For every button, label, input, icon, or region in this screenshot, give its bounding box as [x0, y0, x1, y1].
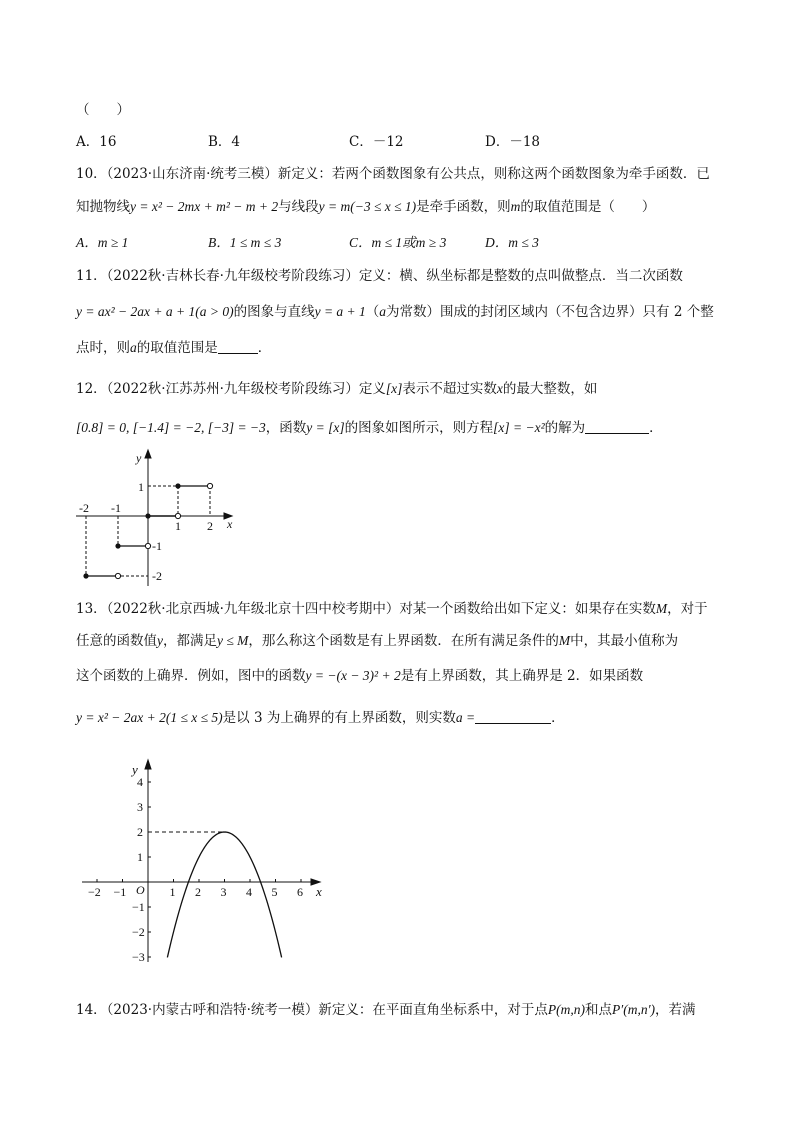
- q13-text: ，都满足: [163, 633, 217, 649]
- x-tick-label: −2: [88, 885, 101, 899]
- x-tick-label: 5: [271, 885, 278, 899]
- q13-inequality: y ≤ M: [217, 633, 249, 648]
- x-axis-label: x: [316, 884, 322, 899]
- tick-label: 1: [175, 519, 181, 533]
- y-tick-label: −1: [132, 900, 145, 914]
- q10-segment-eq: y = m(−3 ≤ x ≤ 1): [318, 199, 417, 214]
- x-axis-label: x: [227, 517, 233, 531]
- y-tick-label: 2: [137, 825, 143, 839]
- q12-floor-notation: [x]: [385, 381, 403, 396]
- q11-line-eq: y = a + 1: [314, 304, 366, 319]
- q13-text: 这个函数的上确界．例如，图中的函数: [76, 668, 306, 684]
- closed-point: [83, 573, 88, 578]
- q13-function-eq: y = x² − 2ax + 2(1 ≤ x ≤ 5): [76, 710, 223, 725]
- q10-text: 的取值范围是（ ）: [520, 199, 656, 215]
- q11-var: a: [379, 304, 387, 319]
- q14-point-p: P(m,n): [547, 1002, 585, 1017]
- tick-label: -2: [152, 569, 162, 583]
- q13-stem-line1: [76, 599, 708, 619]
- y-tick-label: 3: [137, 800, 143, 814]
- open-point: [145, 543, 150, 548]
- q11-text: 点时，则: [76, 340, 130, 356]
- open-point: [207, 483, 212, 488]
- closed-point: [175, 483, 180, 488]
- q13-stem-line4: [76, 708, 565, 728]
- y-axis-arrow: [145, 760, 151, 769]
- q13-text: 是有上界函数，其上确界是 2．如果函数: [400, 668, 644, 684]
- x-tick-label: 4: [246, 885, 252, 899]
- closed-point: [145, 513, 150, 518]
- y-tick-label: 4: [137, 775, 143, 789]
- open-point: [175, 513, 180, 518]
- q11-text: 的图象与直线: [233, 304, 315, 320]
- q9-option-b: B．4: [208, 134, 241, 150]
- q10-option-c: C．m ≤ 1或m ≥ 3: [349, 235, 447, 250]
- y-axis-label: y: [132, 762, 138, 777]
- q13-text: 中，其最小值称为: [570, 633, 679, 649]
- q12-function-eq: y = [x]: [306, 420, 345, 435]
- q12-text: 的图象如图所示，则方程: [344, 420, 494, 436]
- q12-examples: [0.8] = 0, [−1.4] = −2, [−3] = −3: [76, 420, 266, 435]
- q11-text: ．: [257, 340, 272, 356]
- q13-var: M: [558, 633, 571, 648]
- q10-option-b: B．1 ≤ m ≤ 3: [208, 235, 282, 250]
- q13-stem-line3: [76, 666, 643, 686]
- q13-example-eq: y = −(x − 3)² + 2: [305, 668, 401, 683]
- q14-stem-line1: [76, 1000, 696, 1020]
- q12-text: 12．（2022秋·江苏苏州·九年级校考阶段练习）定义: [76, 381, 386, 397]
- q10-text: 与线段: [278, 199, 319, 215]
- q11-text: （: [365, 304, 380, 320]
- q12-text: ．: [649, 420, 663, 436]
- q14-text: ，若满: [655, 1002, 696, 1018]
- x-tick-label: 2: [195, 885, 201, 899]
- q13-text: 是以 3 为上确界的有上界函数，则实数: [222, 710, 456, 726]
- q13-text: ，那么称这个函数是有上界函数．在所有满足条件的: [248, 633, 559, 649]
- q10-option-a: A．m ≥ 1: [76, 235, 129, 250]
- x-tick-label: 3: [220, 885, 227, 899]
- q10-var: m: [510, 199, 521, 214]
- q9-answer-bracket: （ ）: [76, 102, 130, 118]
- q9-option-a: A．16: [76, 134, 117, 150]
- y-tick-label: −3: [132, 950, 145, 964]
- q13-stem-line2: [76, 631, 678, 651]
- q12-equation: [x] = −x²: [493, 420, 545, 435]
- q11-stem-line1: 11．（2022秋·吉林长春·九年级校考阶段练习）定义：横、纵坐标都是整数的点叫做整点．当二次函数: [76, 268, 683, 284]
- q12-text: 的解为: [544, 420, 586, 436]
- q14-point-p-prime: P′(m,n′): [612, 1002, 656, 1017]
- q13-text: 13．（2022秋·北京西城·九年级北京十四中校考期中）对某一个函数给出如下定义：如果存在实数: [76, 601, 656, 617]
- q13-var: M: [655, 601, 668, 616]
- tick-label: -1: [152, 539, 162, 553]
- y-tick-label: −2: [132, 925, 145, 939]
- q12-text: 表示不超过实数: [402, 381, 497, 397]
- tick-label: -1: [111, 501, 121, 515]
- q13-text: ，对于: [667, 601, 708, 617]
- q11-text: 为常数）围成的封闭区域内（不包含边界）只有 2 个整: [386, 304, 714, 320]
- y-tick-label: 1: [137, 850, 143, 864]
- q12-var: x: [496, 381, 503, 396]
- q10-option-d: D．m ≤ 3: [485, 235, 539, 250]
- x-tick-label: 1: [169, 885, 176, 899]
- q11-text: 的取值范围是: [136, 340, 218, 356]
- q12-stem-line1: [76, 379, 597, 399]
- y-axis-label: y: [136, 451, 142, 465]
- q10-stem-line1: 10．（2023·山东济南·统考三模）新定义：若两个函数图象有公共点，则称这两个函数图象为牵手函数．已: [76, 166, 710, 182]
- closed-point: [115, 543, 120, 548]
- q12-answer-blank[interactable]: [585, 419, 649, 434]
- q9-option-d: D．－18: [485, 134, 541, 150]
- x-tick-label: −1: [113, 885, 127, 899]
- q11-stem-line3: [76, 338, 271, 358]
- q12-text: ，函数: [265, 420, 307, 436]
- q10-text: 是牵手函数，则: [416, 199, 511, 215]
- q11-stem-line2: [76, 302, 714, 322]
- open-point: [115, 573, 120, 578]
- q11-quadratic-eq: y = ax² − 2ax + a + 1(a > 0): [76, 304, 234, 319]
- q9-option-c: C．－12: [349, 134, 404, 150]
- q13-var: y: [157, 633, 163, 648]
- q10-text: 知抛物线: [76, 199, 130, 215]
- q11-answer-blank[interactable]: [218, 339, 258, 354]
- q13-text: ．: [551, 710, 565, 726]
- q12-floor-graph: [70, 448, 245, 590]
- q13-text: 任意的函数值: [76, 633, 157, 649]
- origin-label: O: [136, 883, 145, 897]
- q13-answer-blank[interactable]: [475, 709, 551, 724]
- tick-label: 2: [207, 519, 213, 533]
- tick-label: 1: [138, 480, 144, 494]
- q12-text: 的最大整数，如: [502, 381, 598, 397]
- y-axis-arrow: [145, 450, 151, 458]
- q13-parabola-graph: [78, 756, 328, 971]
- q12-stem-line2: [76, 418, 663, 438]
- q10-parabola-eq: y = x² − 2mx + m² − m + 2: [130, 199, 279, 214]
- tick-label: -2: [79, 501, 89, 515]
- q11-var: a: [130, 340, 137, 355]
- q10-stem-line2: [76, 197, 655, 217]
- q13-var: a =: [455, 710, 476, 725]
- q14-text: 和点: [585, 1002, 612, 1018]
- q14-text: 14．（2023·内蒙古呼和浩特·统考一模）新定义：在平面直角坐标系中，对于点: [76, 1002, 548, 1018]
- x-tick-label: 6: [297, 885, 303, 899]
